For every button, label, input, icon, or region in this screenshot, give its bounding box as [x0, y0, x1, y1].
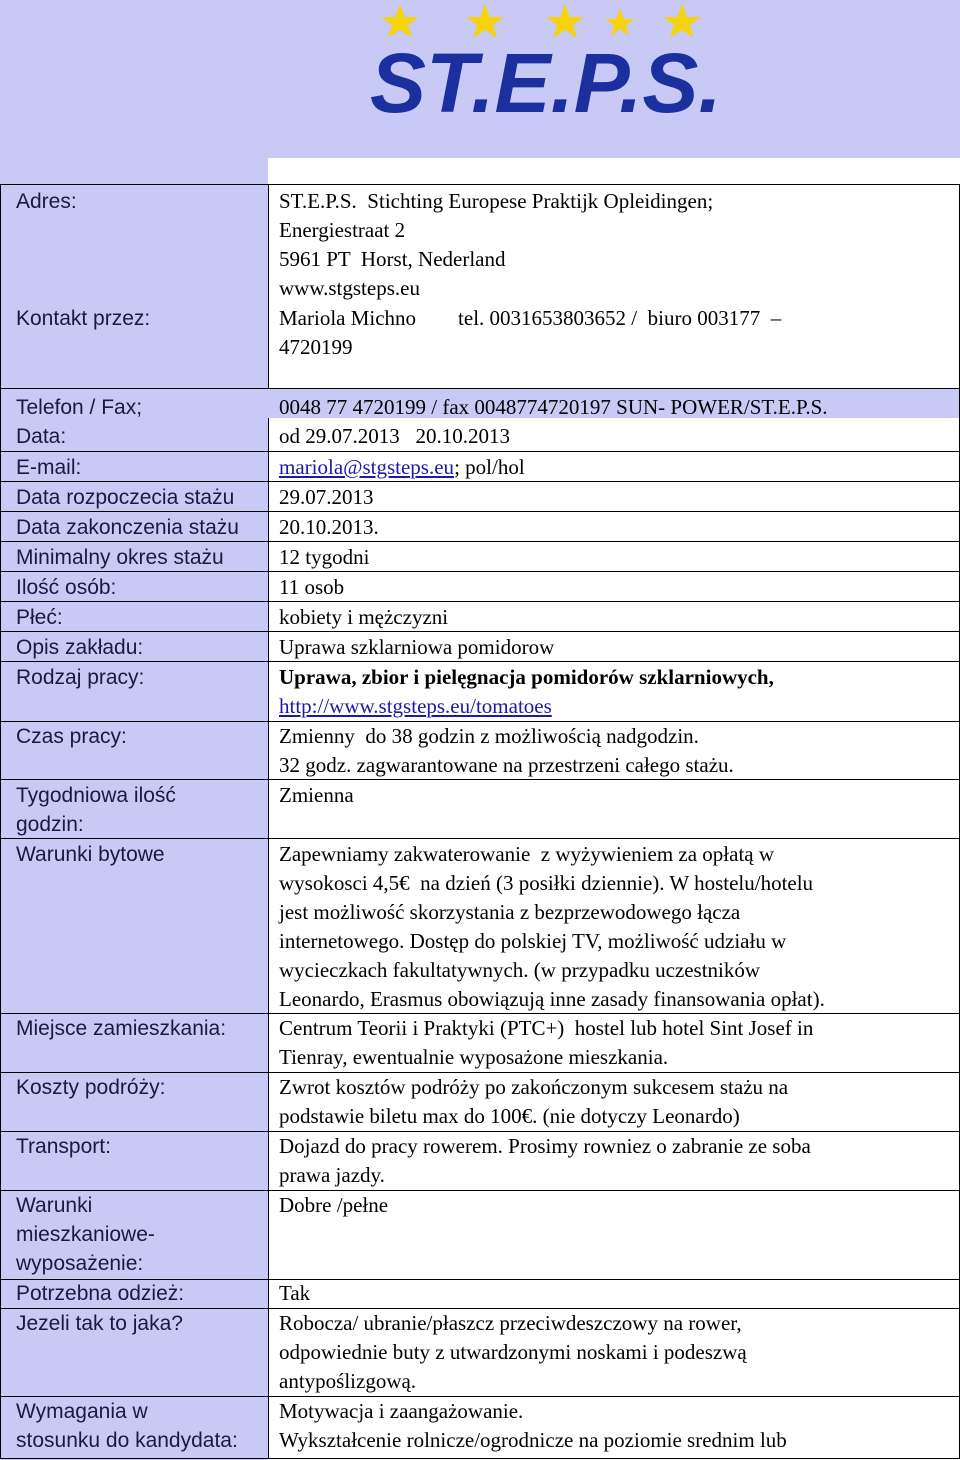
- value-adres-line: Energiestraat 2: [279, 218, 406, 242]
- column-divider: [268, 418, 269, 1459]
- star-icon: [605, 8, 635, 36]
- value-adres-website: www.stgsteps.eu: [279, 276, 420, 300]
- tomatoes-link[interactable]: http://www.stgsteps.eu/tomatoes: [279, 694, 552, 718]
- label-tygodniowa-line: Tygodniowa ilość: [16, 784, 176, 807]
- value-minimalny-okres: 12 tygodni: [279, 545, 370, 569]
- star-icon: [663, 4, 701, 38]
- value-rodzaj-pracy: Uprawa, zbior i pielęgnacja pomidorów szklarniowych,: [279, 665, 774, 689]
- value-warunki-bytowe-line: Zapewniamy zakwaterowanie z wyżywieniem za opłatą w: [279, 842, 775, 866]
- label-ilosc-osob: Ilość osób:: [16, 576, 117, 599]
- label-transport: Transport:: [16, 1135, 111, 1158]
- email-link[interactable]: mariola@stgsteps.eu: [279, 455, 455, 479]
- value-tygodniowa: Zmienna: [279, 783, 354, 807]
- value-email-rest: ; pol/hol: [454, 455, 525, 479]
- value-adres-line: ST.E.P.S. Stichting Europese Praktijk Opleidingen;: [279, 189, 714, 213]
- value-warunki-bytowe-line: internetowego. Dostęp do polskiej TV, możliwość udziału w: [279, 929, 787, 953]
- label-miejsce-zamieszkania: Miejsce zamieszkania:: [16, 1017, 227, 1040]
- label-data-zakonczenia: Data zakonczenia stażu: [16, 516, 239, 539]
- table-border: [0, 1458, 960, 1459]
- value-miejsce-line: Tienray, ewentualnie wyposażone mieszkania.: [279, 1045, 669, 1069]
- label-wymagania-line: Wymagania w: [16, 1400, 148, 1423]
- value-miejsce-line: Centrum Teorii i Praktyki (PTC+) hostel lub hotel Sint Josef in: [279, 1016, 814, 1040]
- value-koszty-line: podstawie biletu max do 100€. (nie dotyczy Leonardo): [279, 1104, 740, 1128]
- row-divider: [0, 601, 960, 602]
- label-wymagania-line: stosunku do kandydata:: [16, 1429, 238, 1452]
- value-jezeli-line: odpowiednie buty z utwardzonymi noskami i podeszwą: [279, 1340, 747, 1364]
- label-rodzaj-pracy: Rodzaj pracy:: [16, 666, 145, 689]
- label-email: E-mail:: [16, 456, 82, 479]
- table-border: [0, 184, 1, 1459]
- value-ilosc-osob: 11 osob: [279, 575, 345, 599]
- label-potrzebna-odziez: Potrzebna odzież:: [16, 1282, 185, 1305]
- value-rodzaj-link-line: [279, 692, 552, 721]
- value-wymagania-line: Motywacja i zaangażowanie.: [279, 1399, 524, 1423]
- label-jezeli-tak: Jezeli tak to jaka?: [16, 1312, 183, 1335]
- label-warunki-mieszkaniowe-line: wyposażenie:: [16, 1252, 144, 1275]
- table-border: [0, 184, 960, 185]
- label-kontakt: Kontakt przez:: [16, 307, 151, 330]
- star-icon: [466, 4, 504, 38]
- logo-text: ST.E.P.S.: [370, 36, 722, 130]
- label-czas-pracy: Czas pracy:: [16, 725, 127, 748]
- value-data: od 29.07.2013 20.10.2013: [279, 424, 510, 448]
- label-koszty-podrozy: Koszty podróży:: [16, 1076, 166, 1099]
- value-warunki-bytowe-line: wysokosci 4,5€ na dzień (3 posiłki dziennie). W hostelu/hotelu: [279, 871, 814, 895]
- label-data-rozpoczecia: Data rozpoczecia stażu: [16, 486, 235, 509]
- row-divider: [0, 838, 960, 839]
- value-data-zakonczenia: 20.10.2013.: [279, 515, 379, 539]
- value-email: [279, 453, 525, 482]
- star-icon: [546, 4, 584, 38]
- label-adres: Adres:: [16, 190, 77, 213]
- label-warunki-mieszkaniowe-line: Warunki: [16, 1194, 93, 1217]
- column-divider: [268, 184, 269, 388]
- value-plec: kobiety i mężczyzni: [279, 605, 449, 629]
- row-divider: [0, 388, 960, 389]
- value-warunki-bytowe-line: jest możliwość skorzystania z bezprzewodowego łącza: [279, 900, 741, 924]
- value-adres-line: 5961 PT Horst, Nederland: [279, 247, 506, 271]
- value-transport-line: Dojazd do pracy rowerem. Prosimy rowniez o zabranie ze soba: [279, 1134, 811, 1158]
- value-warunki-bytowe-line: wycieczkach fakultatywnych. (w przypadku uczestników: [279, 958, 761, 982]
- value-opis-zakladu: Uprawa szklarniowa pomidorow: [279, 635, 555, 659]
- star-icon: [381, 4, 419, 38]
- row-divider: [0, 631, 960, 632]
- label-telefon: Telefon / Fax;: [16, 396, 143, 419]
- label-warunki-bytowe: Warunki bytowe: [16, 843, 165, 866]
- steps-logo: [330, 0, 750, 130]
- header-banner: [0, 0, 960, 158]
- value-czas-pracy-line: Zmienny do 38 godzin z możliwością nadgodzin.: [279, 724, 699, 748]
- value-czas-pracy-line: 32 godz. zagwarantowane na przestrzeni całego stażu.: [279, 753, 734, 777]
- value-kontakt-line: Mariola Michno tel. 0031653803652 / biuro 003177 –: [279, 306, 782, 330]
- value-wymagania-line: Wykształcenie rolnicze/ogrodnicze na poziomie srednim lub: [279, 1428, 787, 1452]
- label-minimalny-okres: Minimalny okres stażu: [16, 546, 224, 569]
- value-transport-line: prawa jazdy.: [279, 1163, 385, 1187]
- value-jezeli-line: Robocza/ ubranie/płaszcz przeciwdeszczowy na rower,: [279, 1311, 742, 1335]
- value-potrzebna-odziez: Tak: [279, 1281, 311, 1305]
- value-koszty-line: Zwrot kosztów podróży po zakończonym sukcesem stażu na: [279, 1075, 789, 1099]
- value-telefon: 0048 77 4720199 / fax 0048774720197 SUN- POWER/ST.E.P.S.: [279, 395, 828, 419]
- row-divider: [0, 1190, 960, 1191]
- value-kontakt-line: 4720199: [279, 335, 353, 359]
- value-warunki-bytowe-line: Leonardo, Erasmus obowiązują inne zasady finansowania opłat).: [279, 987, 825, 1011]
- value-jezeli-line: antypoślizgową.: [279, 1369, 417, 1393]
- value-warunki-mieszkaniowe: Dobre /pełne: [279, 1193, 389, 1217]
- label-plec: Płeć:: [16, 606, 63, 629]
- label-tygodniowa-line: godzin:: [16, 813, 84, 836]
- value-data-rozpoczecia: 29.07.2013: [279, 485, 374, 509]
- logo-stars: [381, 4, 701, 38]
- label-warunki-mieszkaniowe-line: mieszkaniowe-: [16, 1223, 155, 1246]
- label-opis-zakladu: Opis zakładu:: [16, 636, 144, 659]
- label-data: Data:: [16, 425, 67, 448]
